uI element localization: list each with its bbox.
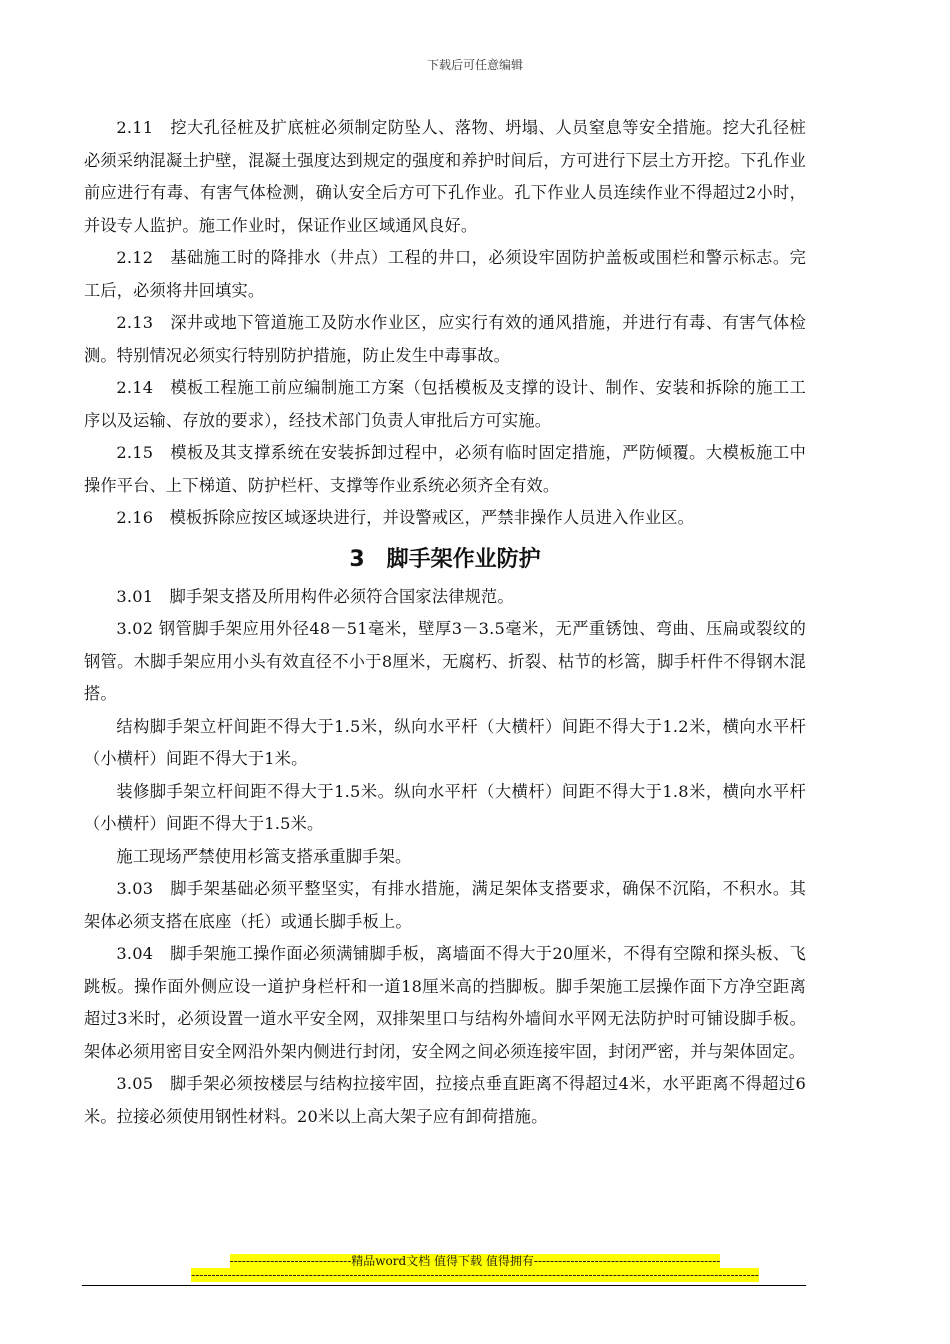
footer-banner-text: ------------------------------精品word文档 值得下载 值得拥有---------------------------------------------- [229,1254,721,1268]
footer-dash-line [0,1268,950,1282]
footer-rule [82,1285,806,1286]
paragraph-decoration-scaffold: 装修脚手架立杆间距不得大于1.5米。纵向水平杆（大横杆）间距不得大于1.8米，横向水平杆（小横杆）间距不得大于1.5米。 [84,781,806,833]
section-heading: 3 脚手架作业防护 [349,546,541,572]
page-header: 下载后可任意编辑 [426,58,523,72]
paragraph-fir-pole-ban: 施工现场严禁使用杉篙支搭承重脚手架。 [116,846,412,866]
paragraph-3-05: 3.05 脚手架必须按楼层与结构拉接牢固，拉接点垂直距离不得超过4米，水平距离不得超过6米。拉接必须使用钢性材料。20米以上高大架子应有卸荷措施。 [84,1074,806,1126]
footer-dash-text: -------------------------------------------------------------------------------------------------------------------------------------------- [191,1268,759,1282]
paragraph-2-13: 2.13 深井或地下管道施工及防水作业区，应实行有效的通风措施，并进行有毒、有害气体检测。特别情况必须实行特别防护措施，防止发生中毒事故。 [84,313,806,365]
footer-banner [0,1252,950,1269]
paragraph-3-02: 3.02 钢管脚手架应用外径48－51毫米，壁厚3－3.5毫米，无严重锈蚀、弯曲、压扁或裂纹的钢管。木脚手架应用小头有效直径不小于8厘米，无腐朽、折裂、枯节的杉篙，脚手杆件不得钢木混搭。 [84,619,806,703]
paragraph-3-04: 3.04 脚手架施工操作面必须满铺脚手板，离墙面不得大于20厘米，不得有空隙和探头板、飞跳板。操作面外侧应设一道护身栏杆和一道18厘米高的挡脚板。脚手架施工层操作面下方净空距离超过3米时，必须设置一道水平安全网，双排架里口与结构外墙间水平网无法防护时可铺设脚手板。架体必须用密目安全网沿外架内侧进行封闭，安全网之间必须连接牢固，封闭严密，并与架体固定。 [84,944,806,1061]
paragraph-2-16: 2.16 模板拆除应按区域逐块进行，并设警戒区，严禁非操作人员进入作业区。 [116,508,695,527]
paragraph-2-14: 2.14 模板工程施工前应编制施工方案（包括模板及支撑的设计、制作、安装和拆除的施工工序以及运输、存放的要求），经技术部门负责人审批后方可实施。 [84,378,806,430]
paragraph-3-01: 3.01 脚手架支搭及所用构件必须符合国家法律规范。 [116,586,514,606]
paragraph-2-15: 2.15 模板及其支撑系统在安装拆卸过程中，必须有临时固定措施，严防倾覆。大模板施工中操作平台、上下梯道、防护栏杆、支撑等作业系统必须齐全有效。 [84,443,806,495]
paragraph-2-11: 2.11 挖大孔径桩及扩底桩必须制定防坠人、落物、坍塌、人员窒息等安全措施。挖大孔径桩必须采纳混凝土护壁，混凝土强度达到规定的强度和养护时间后，方可进行下层土方开挖。下孔作业前应进行有毒、有害气体检测，确认安全后方可下孔作业。孔下作业人员连续作业不得超过2小时，并设专人监护。施工作业时，保证作业区域通风良好。 [84,118,806,235]
paragraph-2-12: 2.12 基础施工时的降排水（井点）工程的井口，必须设牢固防护盖板或围栏和警示标志。完工后，必须将井回填实。 [84,248,806,300]
paragraph-structural-scaffold: 结构脚手架立杆间距不得大于1.5米，纵向水平杆（大横杆）间距不得大于1.2米，横向水平杆（小横杆）间距不得大于1米。 [84,716,806,768]
paragraph-3-03: 3.03 脚手架基础必须平整坚实，有排水措施，满足架体支搭要求，确保不沉陷，不积水。其架体必须支搭在底座（托）或通长脚手板上。 [84,879,806,931]
document-body [84,112,806,1133]
